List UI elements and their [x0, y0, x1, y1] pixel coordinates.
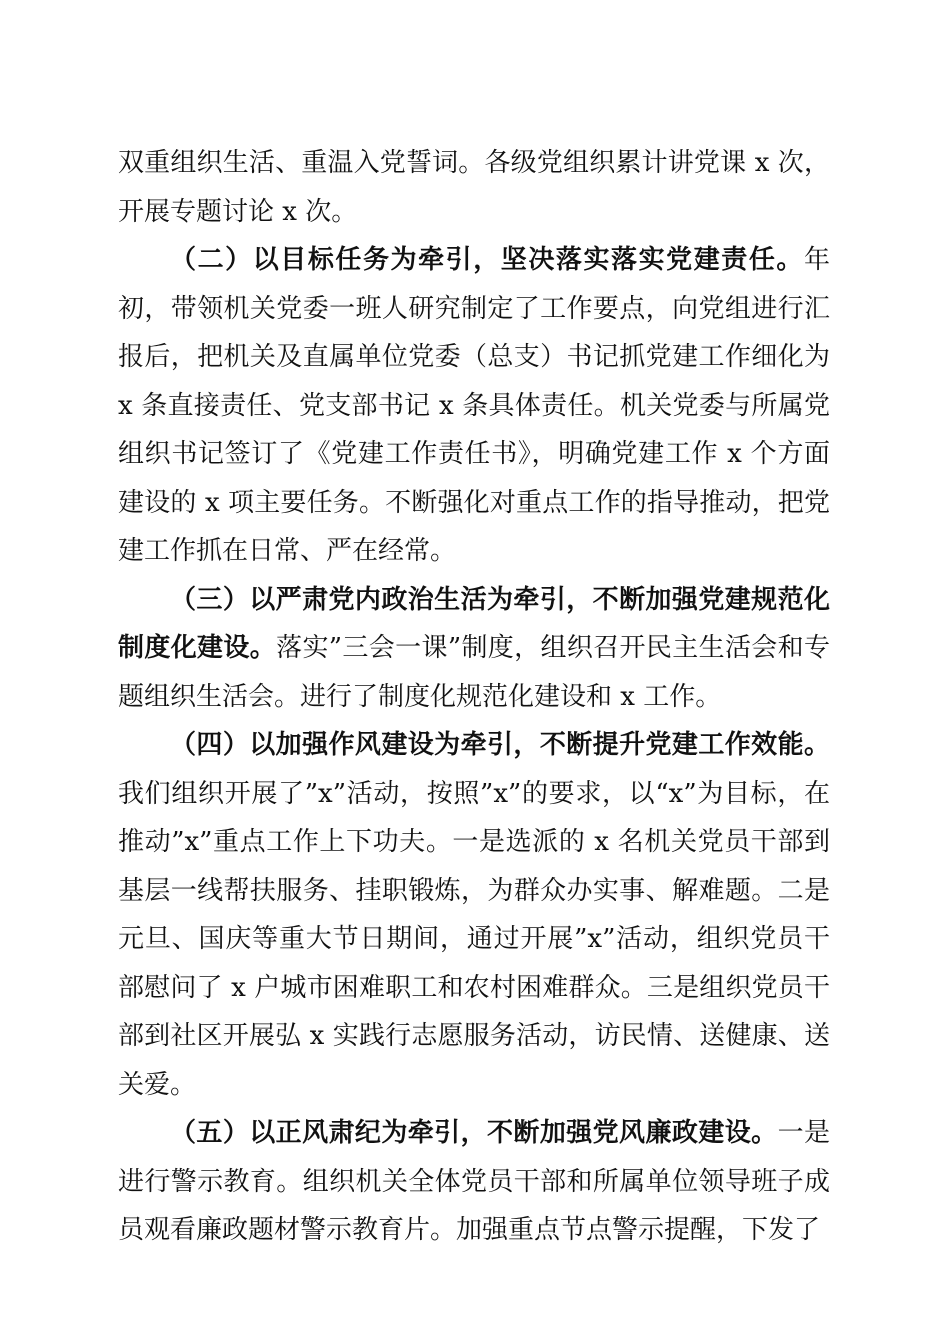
paragraph-lead: （二）以目标任务为牵引，坚决落实落实党建责任。	[170, 245, 804, 275]
paragraph-body: 我们组织开展了”x”活动，按照”x”的要求，以“x”为目标，在推动”x”重点工作上下功夫。一是选派的 x 名机关党员干部到基层一线帮扶服务、挂职锻炼，为群众办实事、解难题。二是元旦、国庆等重大节日期间，通过开展”x”活动，组织党员干部慰问了 x 户城市困难职工和农村困难群众。三是组织党员干部到社区开展弘 x 实践行志愿服务活动，访民情、送健康、送关爱。	[118, 778, 830, 1100]
paragraph-lead: （三）以严肃党内政治生活为牵引，不断加强党建规范化制度化建设。	[118, 584, 830, 663]
paragraph-continuation	[118, 139, 830, 236]
paragraph-body: 落实”三会一课”制度，组织召开民主生活会和专题组织生活会。进行了制度化规范化建设和 x 工作。	[118, 633, 830, 712]
paragraph-body: 一是进行警示教育。组织机关全体党员干部和所属单位领导班子成员观看廉政题材警示教育片。加强重点节点警示提醒，下发了	[118, 1118, 830, 1245]
paragraph-body: 双重组织生活、重温入党誓词。各级党组织累计讲党课 x 次，开展专题讨论 x 次。	[118, 148, 830, 227]
paragraph-section-4	[118, 721, 830, 1109]
paragraph-lead: （四）以加强作风建设为牵引，不断提升党建工作效能。	[170, 730, 830, 760]
paragraph-section-5	[118, 1109, 830, 1255]
document-page	[118, 139, 830, 1255]
paragraph-body: 年初，带领机关党委一班人研究制定了工作要点，向党组进行汇报后，把机关及直属单位党委（总支）书记抓党建工作细化为 x 条直接责任、党支部书记 x 条具体责任。机关党委与所属党组织书记签订了《党建工作责任书》，明确党建工作 x 个方面建设的 x 项主要任务。不断强化对重点工作的指导推动，把党建工作抓在日常、严在经常。	[118, 245, 830, 566]
paragraph-section-2	[118, 236, 830, 576]
paragraph-section-3	[118, 576, 830, 722]
paragraph-lead: （五）以正风肃纪为牵引，不断加强党风廉政建设。	[170, 1118, 778, 1148]
